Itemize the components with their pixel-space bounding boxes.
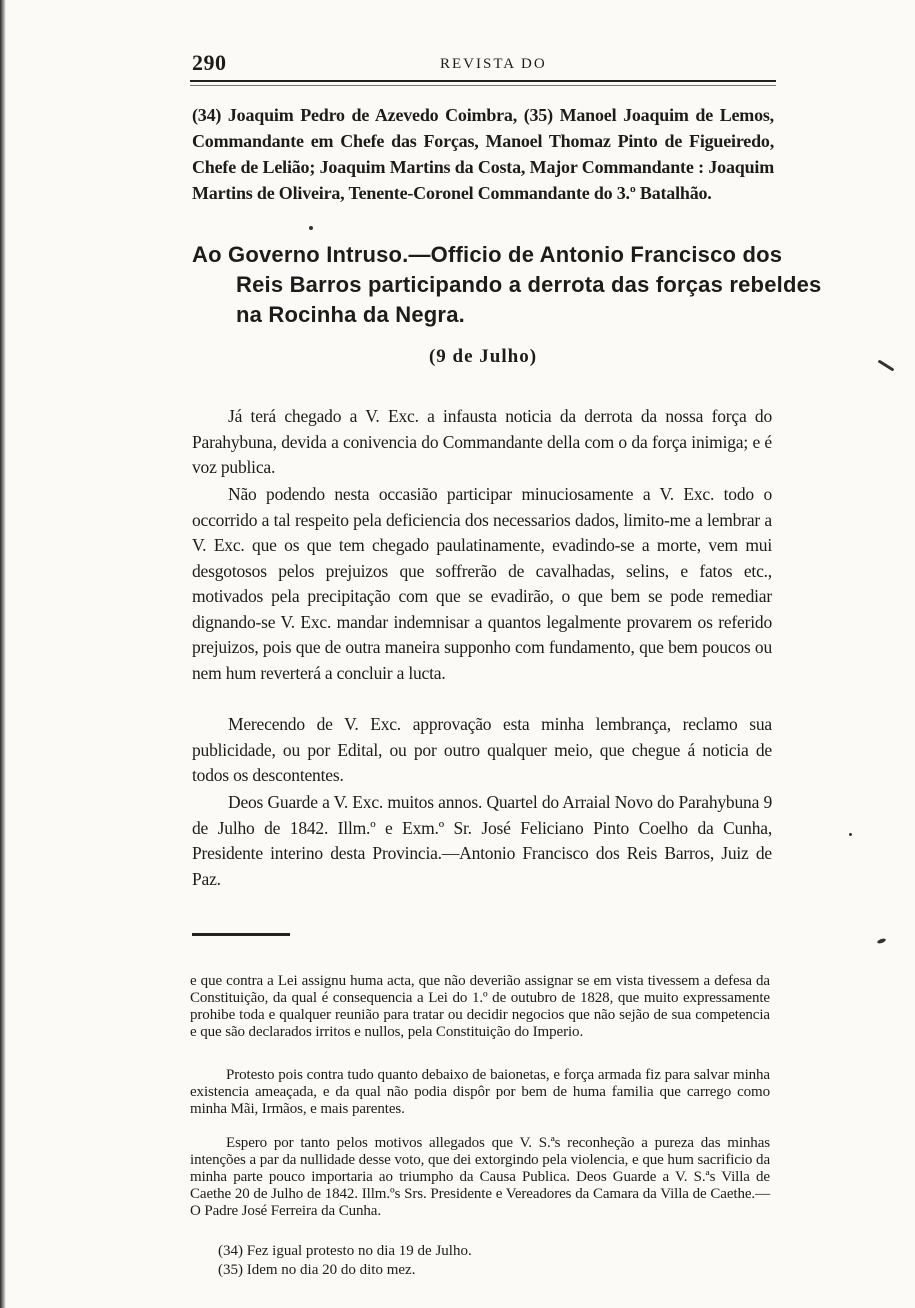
date-heading: (9 de Julho): [428, 346, 538, 367]
ink-speck: [877, 938, 887, 945]
running-title: REVISTA DO: [440, 56, 547, 72]
header-rule: [190, 80, 776, 86]
document-title: Ao Governo Intruso.—Officio de Antonio Francisco dos Reis Barros participando a derrota das forças rebeldes na Rocinha da Negra.: [192, 242, 822, 327]
footnote-paragraph: Espero por tanto pelos motivos allegados que V. S.ªs reconheção a pureza das minhas intenções a par da nullidade desse voto, que dei extorgindo pela violencia, e que hum sacrificio da minha parte pouco importaria ao triumpho da Causa Publica. Deos Guarde a V. S.ªs Villa de Caethe 20 de Julho de 1842. Illm.ºs Srs. Presidente e Vereadores da Camara da Villa de Caethe.—O Padre José Ferreira da Cunha.: [190, 1135, 770, 1219]
ink-speck: [849, 833, 852, 836]
body-paragraph: Não podendo nesta occasião participar minuciosamente a V. Exc. todo o occorrido a tal respeito pela deficiencia dos necessarios dados, limito-me a lembrar a V. Exc. que os que tem chegado paulatinamente, evadindo-se a morte, vem mui desgotosos pelos prejuizos que soffrerão de cavalhadas, selins, e fatos etc., motivados pela precipitação com que se evadirão, o que bem se pode remediar dignando-se V. Exc. mandar indemnisar a quantos legalmente provarem os referido prejuizos, pois que de outra maneira supponho com fundamento, que bem poucos ou nem hum reverterá a concluir a lucta.: [192, 484, 772, 683]
intro-paragraph: (34) Joaquim Pedro de Azevedo Coimbra, (35) Manoel Joaquim de Lemos, Commandante em Chefe das Forças, Manoel Thomaz Pinto de Figueiredo, Chefe de Lelião; Joaquim Martins da Costa, Major Commandante : Joaquim Martins de Oliveira, Tenente-Coronel Commandante do 3.º Batalhão.: [192, 105, 774, 203]
page-number: 290: [192, 50, 227, 75]
footnote-paragraph: Protesto pois contra tudo quanto debaixo de baionetas, e força armada fiz para salvar minha existencia ameaçada, e da qual não podia dispôr por bem de huma familia que carrego como minha Mãi, Irmãos, e mais parentes.: [190, 1067, 770, 1117]
ink-speck: [878, 359, 895, 371]
footnote-note: (35) Idem no dia 20 do dito mez.: [218, 1262, 416, 1278]
body-paragraph: Merecendo de V. Exc. approvação esta minha lembrança, reclamo sua publicidade, ou por Edital, ou por outro qualquer meio, que chegue á noticia de todos os descontentes.: [192, 714, 772, 785]
footnote-note: (34) Fez igual protesto no dia 19 de Julho.: [218, 1243, 472, 1259]
footnote-paragraph: e que contra a Lei assignu huma acta, que não deverião assignar se em vista tivessem a defesa da Constituição, da qual é consequencia a Lei do 1.º de outubro de 1828, que muito expressamente prohibe toda e qualquer reunião para tratar ou decidir negocios que não sejão de sua competencia e que são declarados irritos e nullos, pela Constituição do Imperio.: [190, 973, 770, 1040]
running-header: [190, 48, 774, 78]
body-paragraph: Deos Guarde a V. Exc. muitos annos. Quartel do Arraial Novo do Parahybuna 9 de Julho de 1842. Illm.º e Exm.º Sr. José Feliciano Pinto Coelho da Cunha, Presidente interino desta Provincia.—Antonio Francisco dos Reis Barros, Juiz de Paz.: [192, 792, 772, 889]
ink-speck: [309, 226, 313, 230]
body-paragraph: Já terá chegado a V. Exc. a infausta noticia da derrota da nossa força do Parahybuna, devida a conivencia do Commandante della com o da força inimiga; e é voz publica.: [192, 406, 772, 477]
footnote-rule: [192, 933, 290, 936]
